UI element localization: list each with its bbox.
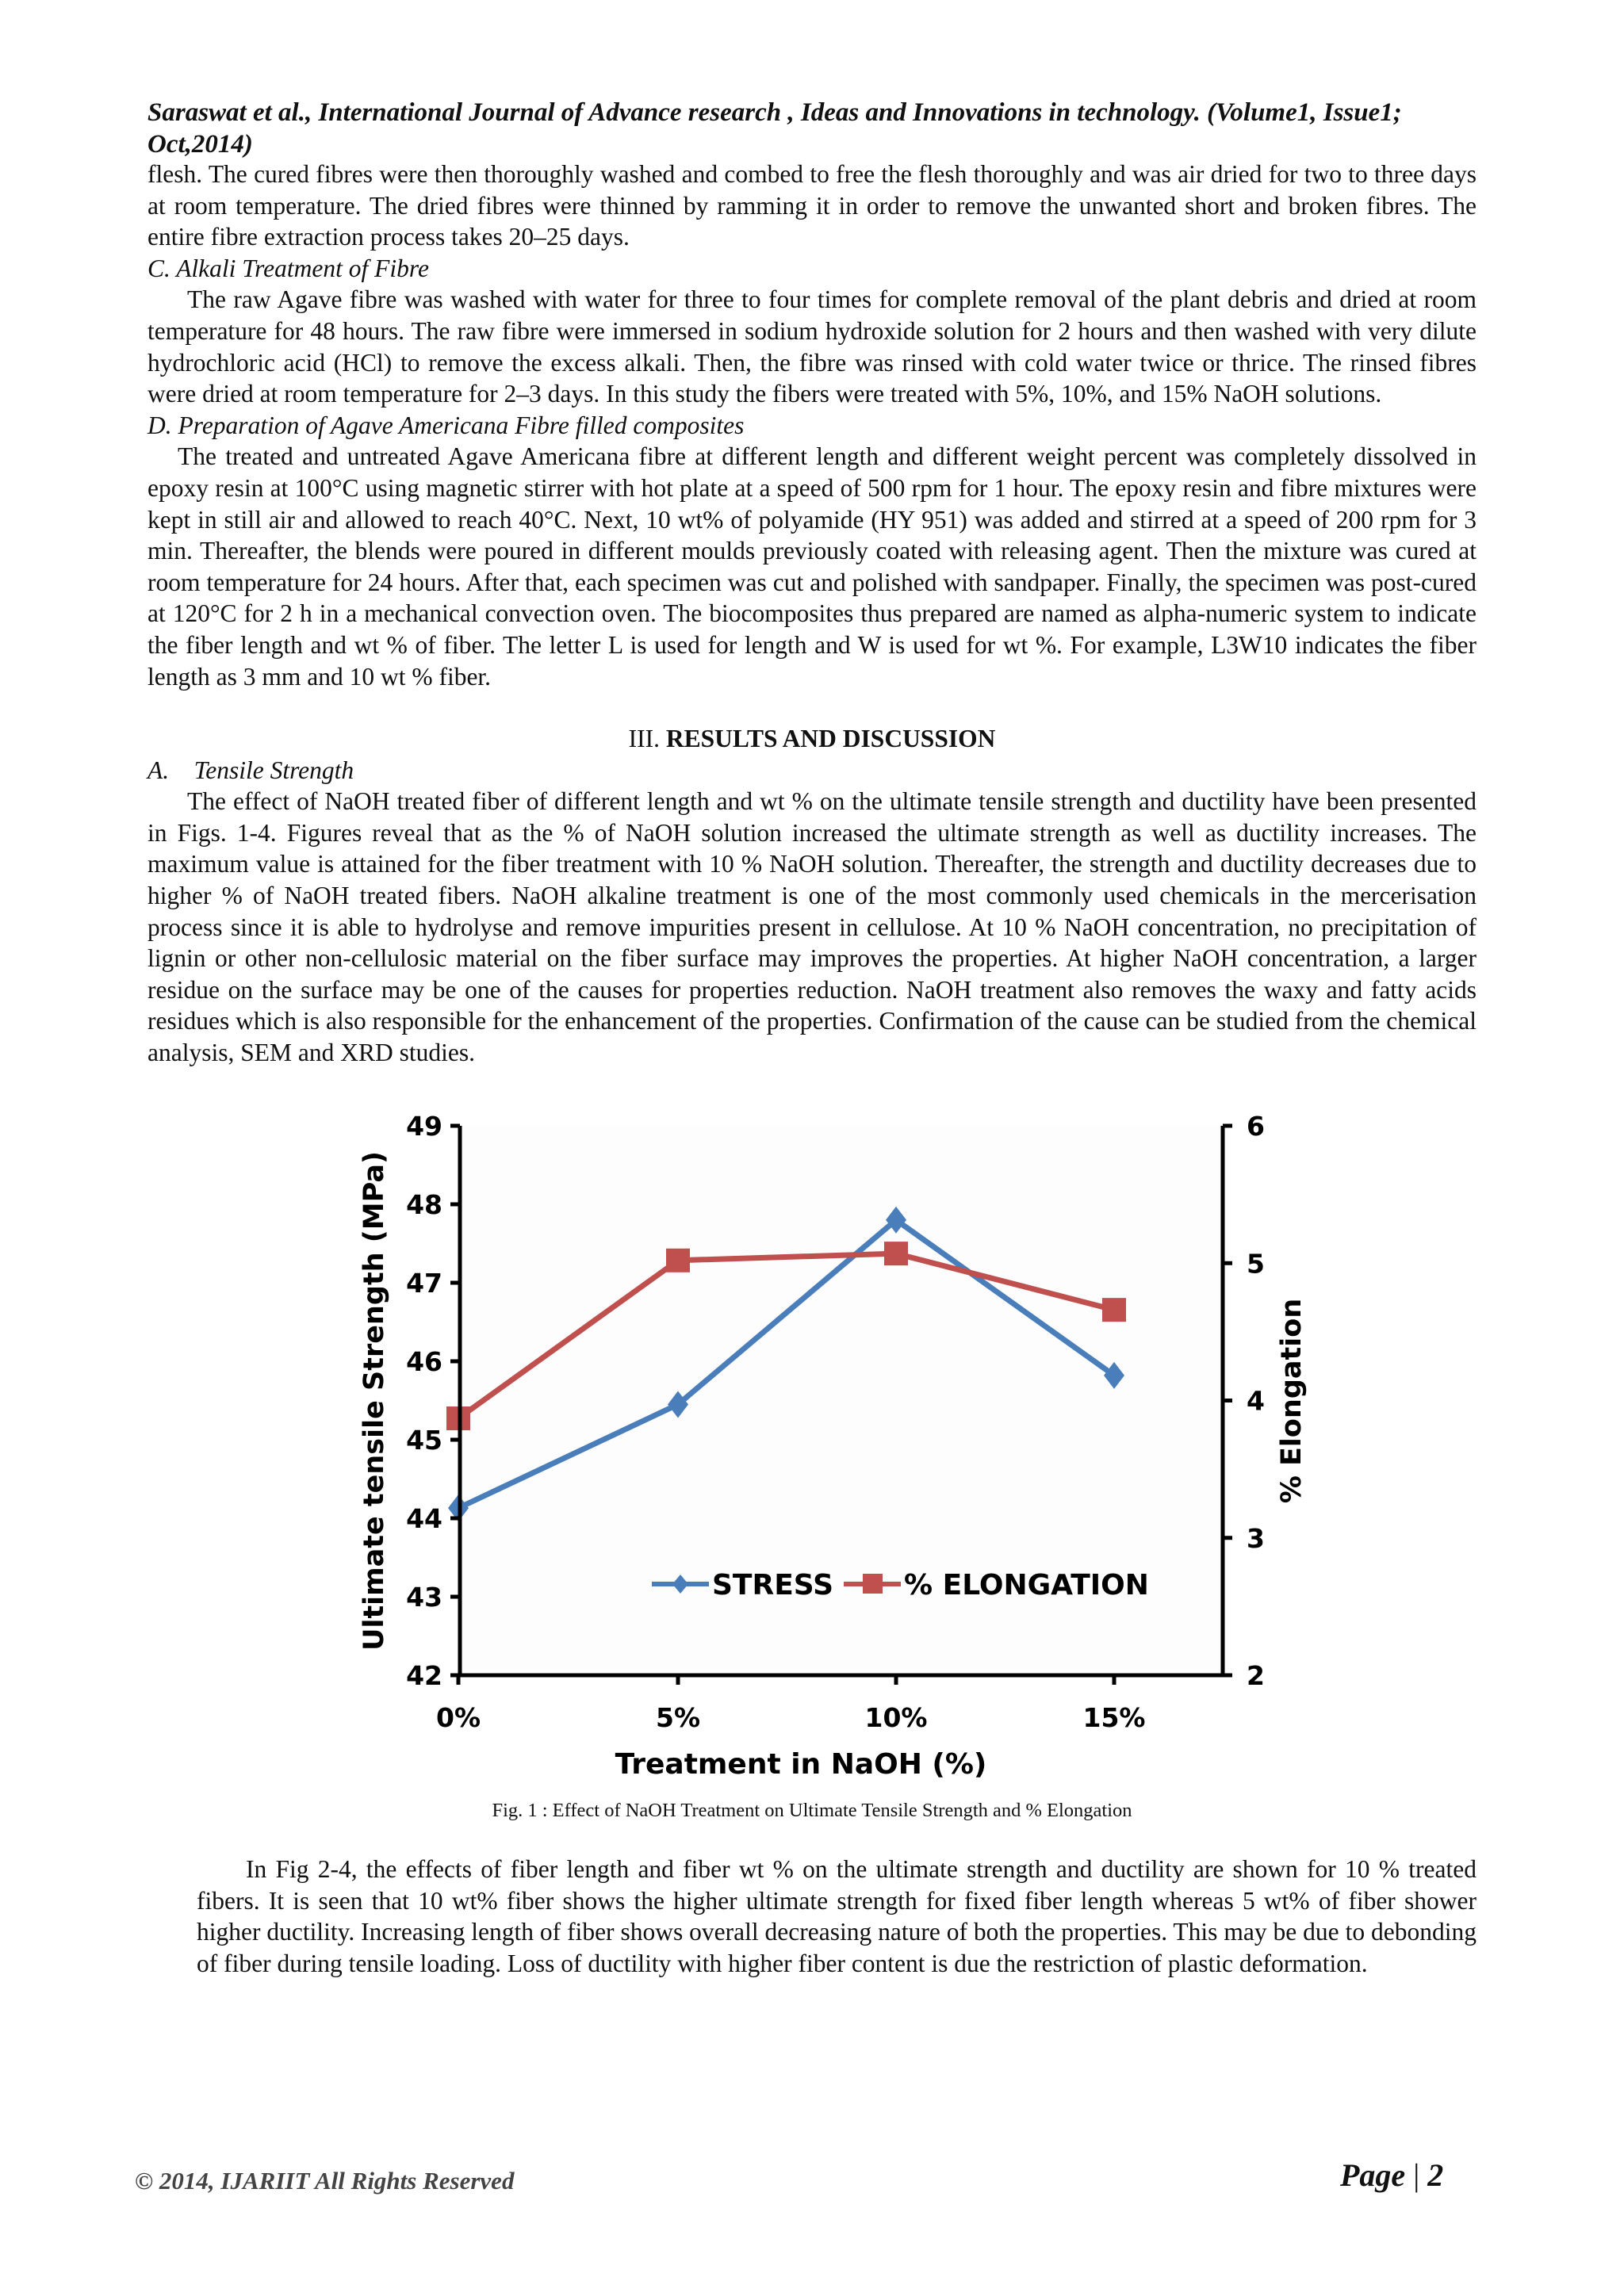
running-header: Saraswat et al., International Journal of Advance research , Ideas and Innovations in technology. (Volume1, Issue1; Oct,2014) [147,98,1402,159]
y2-tick-label: 4 [1247,1385,1265,1417]
figure-1-chart [341,1106,1316,1804]
elongation-point [666,1249,690,1272]
y-tick-label: 49 [406,1111,442,1142]
page-label: Page [1340,2157,1406,2193]
y2-tick-label: 3 [1247,1522,1265,1554]
y2-tick-label: 5 [1247,1248,1265,1280]
x-tick-label: 5% [655,1702,701,1733]
section-c-paragraph: The raw Agave fibre was washed with water for three to four times for complete removal of the plant debris and dried at room temperature for 48 hours. The raw fibre were immersed in sodium hydroxide solution for 2 hours and then washed with very dilute hydrochloric acid (HCl) to remove the excess alkali. Then, the fibre was rinsed with cold water twice or thrice. The rinsed fibres were dried at room temperature for 2–3 days. In this study the fibers were treated with 5%, 10%, and 15% NaOH solutions. [147,285,1477,408]
x-tick-label: 0% [435,1702,481,1733]
x-tick-label: 10% [864,1702,928,1733]
footer-copyright: © 2014, IJARIIT All Rights Reserved [135,2167,515,2195]
y-tick-label: 45 [406,1425,442,1456]
paragraph-intro: flesh. The cured fibres were then thoroughly washed and combed to free the flesh thoroughly and was air dried for two to three days at room temperature. The dried fibres were thinned by ramming it in order to remove the unwanted short and broken fibres. The entire fibre extraction process takes 20–25 days. [147,160,1477,251]
paragraph-after-figure [146,1854,1477,1979]
paragraph-fig-2-4: In Fig 2-4, the effects of fiber length and fiber wt % on the ultimate strength and ductility are shown for 10 % treated fibers. It is seen that 10 wt% fiber shows the higher ultimate strength for fixed fiber length whereas 5 wt% of fiber shower higher ductility. Increasing length of fiber shows overall decreasing nature of both the properties. This may be due to debonding of fiber during tensile loading. Loss of ductility with higher fiber content is due the restriction of plastic deformation. [197,1855,1477,1977]
elongation-point [884,1242,908,1265]
y-tick-label: 42 [406,1660,442,1691]
y2-tick-label: 2 [1247,1660,1265,1691]
body-text [147,159,1477,1069]
y2-tick-label: 6 [1247,1111,1265,1142]
section-iii-number: III. [628,725,660,753]
elongation-point [1102,1298,1126,1322]
page-separator: | [1413,2157,1420,2193]
section-iii-title: RESULTS AND DISCUSSION [665,725,996,753]
figure-caption: Fig. 1 : Effect of NaOH Treatment on Ultimate Tensile Strength and % Elongation [492,1800,1132,1821]
x-axis-label: Treatment in NaOH (%) [615,1748,987,1781]
y-tick-label: 43 [406,1582,442,1613]
x-tick-label: 15% [1082,1702,1146,1733]
section-iii-heading [147,723,1477,755]
y-tick-label: 47 [406,1268,442,1299]
y2-axis-label: % Elongation [1276,1298,1308,1504]
section-c-heading: C. Alkali Treatment of Fibre [147,254,429,282]
y-tick-label: 48 [406,1189,442,1220]
legend-elongation-square-icon [863,1574,883,1594]
section-d-heading: D. Preparation of Agave Americana Fibre filled composites [147,411,745,439]
section-d-paragraph: The treated and untreated Agave Americana fibre at different length and different weight percent was completely dissolved in epoxy resin at 100°C using magnetic stirrer with hot plate at a speed of 500 rpm for 1 hour. The epoxy resin and fibre mixtures were kept in still air and allowed to reach 40°C. Next, 10 wt% of polyamide (HY 951) was added and stirred at a speed of 200 rpm for 3 min. Thereafter, the blends were poured in different moulds previously coated with releasing agent. Then the mixture was cured at room temperature for 24 hours. After that, each specimen was cut and polished with sandpaper. Finally, the specimen was post-cured at 120°C for 2 h in a mechanical convection oven. The biocomposites thus prepared are named as alpha-numeric system to indicate the fiber length and wt % of fiber. The letter L is used for length and W is used for wt %. For example, L3W10 indicates the fiber length as 3 mm and 10 wt % fiber. [147,442,1477,691]
legend-stress-label: STRESS [712,1569,834,1601]
page-number: 2 [1427,2157,1444,2193]
section-a-heading: A. Tensile Strength [147,756,354,784]
section-a-paragraph: The effect of NaOH treated fiber of different length and wt % on the ultimate tensile strength and ductility have been presented in Figs. 1-4. Figures reveal that as the % of NaOH solution increased the ultimate strength as well as ductility increases. The maximum value is attained for the fiber treatment with 10 % NaOH solution. Thereafter, the strength and ductility decreases due to higher % of NaOH treated fibers. NaOH alkaline treatment is one of the most commonly used chemicals in the mercerisation process since it is able to hydrolyse and remove impurities present in cellulose. At 10 % NaOH concentration, no precipitation of lignin or other non-cellulosic material on the fiber surface may improves the properties. At higher NaOH concentration, a larger residue on the surface may be one of the causes for properties reduction. NaOH treatment also removes the waxy and fatty acids residues which is also responsible for the enhancement of the properties. Confirmation of the cause can be studied from the chemical analysis, SEM and XRD studies. [147,787,1477,1067]
footer-page-number [1340,2156,1443,2194]
y-tick-label: 44 [406,1503,442,1534]
y-tick-label: 46 [406,1346,442,1377]
y-axis-label: Ultimate tensile Strength (MPa) [358,1151,390,1651]
legend-elongation-label: % ELONGATION [904,1569,1149,1601]
